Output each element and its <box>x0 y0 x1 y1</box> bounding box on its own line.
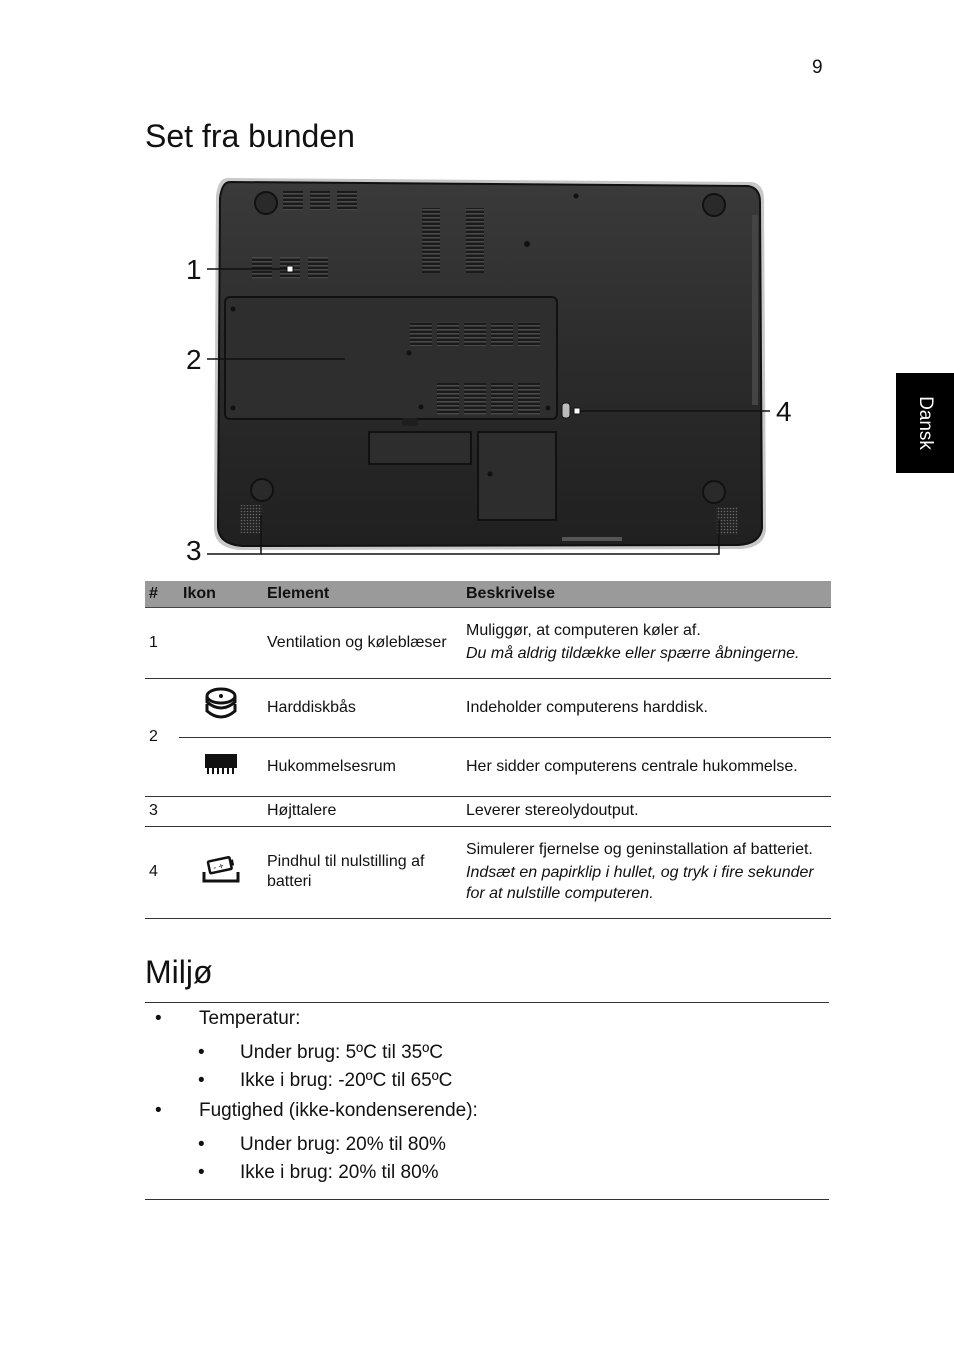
row-element: Ventilation og køleblæser <box>263 608 462 679</box>
table-row <box>145 738 831 797</box>
battery-reset-icon <box>201 854 241 884</box>
row-icon-empty <box>179 797 263 827</box>
table-row <box>145 679 831 738</box>
row-desc-text: Muliggør, at computeren køler af. <box>466 622 701 640</box>
header-element: Element <box>263 581 462 608</box>
section-divider-top <box>145 1002 829 1003</box>
list-item: • Fugtighed (ikke-kondenserende): <box>145 1100 478 1130</box>
language-tab-label: Dansk <box>915 396 936 450</box>
environment-list <box>145 1008 478 1190</box>
list-item: • Temperatur: <box>145 1008 478 1038</box>
section-title-environment: Miljø <box>145 954 213 990</box>
row-icon <box>179 679 263 738</box>
row-description: Indeholder computerens harddisk. <box>462 679 831 738</box>
row-description: Her sidder computerens centrale hukommelse. <box>462 738 831 797</box>
fan-vent-1 <box>252 257 272 279</box>
top-vent-2 <box>310 190 330 210</box>
page-number: 9 <box>812 57 823 78</box>
row-icon <box>179 738 263 797</box>
row-element: Hukommelsesrum <box>263 738 462 797</box>
list-item: • Ikke i brug: 20% til 80% <box>145 1162 478 1190</box>
section-divider-bottom <box>145 1199 829 1200</box>
row-icon-empty <box>179 608 263 679</box>
callout-3: 3 <box>186 535 202 566</box>
header-num: # <box>145 581 179 608</box>
row-desc-note: Indsæt en papirklip i hullet, og tryk i fire sekunder for at nulstille computeren. <box>466 863 814 902</box>
header-icon: Ikon <box>179 581 263 608</box>
section-title-bottom-view: Set fra bunden <box>145 118 355 154</box>
row-desc-note: Du må aldrig tildække eller spærre åbningerne. <box>466 645 800 662</box>
top-vent-1 <box>283 190 303 210</box>
battery-reset-pinhole <box>562 403 570 418</box>
row-element: Pindhul til nulstilling af batteri <box>263 826 462 918</box>
table-row <box>145 826 831 918</box>
list-item: • Under brug: 20% til 80% <box>145 1134 478 1162</box>
fan-vent-3 <box>308 257 328 279</box>
row-icon <box>179 826 263 918</box>
table-row <box>145 797 831 827</box>
memory-icon <box>204 751 238 777</box>
table-header-row <box>145 581 831 608</box>
row-description: Leverer stereolydoutput. <box>462 797 831 827</box>
header-description: Beskrivelse <box>462 581 831 608</box>
svg-text:- +: - + <box>212 860 225 873</box>
row-description <box>462 826 831 918</box>
callout-2: 2 <box>186 344 202 375</box>
row-element: Harddiskbås <box>263 679 462 738</box>
parts-table <box>145 581 831 919</box>
laptop-bottom-illustration <box>0 0 954 580</box>
hard-disk-icon <box>204 687 238 723</box>
row-element: Højttalere <box>263 797 462 827</box>
callout-1: 1 <box>186 254 202 285</box>
row-description <box>462 608 831 679</box>
row-desc-text: Simulerer fjernelse og geninstallation af batteriet. <box>466 841 813 859</box>
list-item: • Ikke i brug: -20ºC til 65ºC <box>145 1070 478 1098</box>
top-vent-3 <box>337 190 357 210</box>
row-num: 2 <box>145 679 179 797</box>
row-num: 1 <box>145 608 179 679</box>
list-item: • Under brug: 5ºC til 35ºC <box>145 1042 478 1070</box>
callout-4: 4 <box>776 396 792 427</box>
table-row <box>145 608 831 679</box>
row-num: 3 <box>145 797 179 827</box>
speaker-left <box>240 505 262 533</box>
row-num: 4 <box>145 826 179 918</box>
